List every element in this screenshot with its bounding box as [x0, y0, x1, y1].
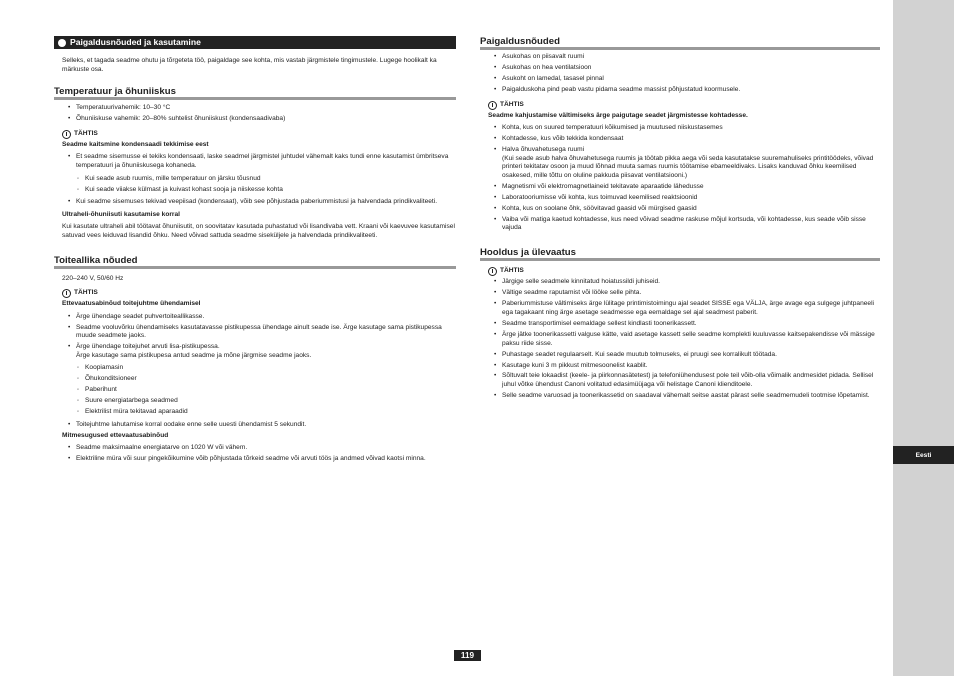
misc-title: Mitmesugused ettevaatusabinõud	[62, 431, 169, 439]
power-heading: Toiteallika nõuded	[54, 255, 456, 269]
list-item: • Asukoht on lamedal, tasasel pinnal	[480, 75, 880, 84]
list-item: ◦ Koopiamasin	[54, 364, 456, 373]
page-number: 119	[454, 650, 481, 661]
important-icon	[488, 101, 497, 110]
list-item: • Kohta, kus on suured temperatuuri kõikumised ja muutused niiskustasemes	[480, 124, 880, 133]
left-column	[54, 36, 456, 464]
avoid-list	[480, 124, 880, 233]
list-item: ◦ Paberihunt	[54, 386, 456, 395]
list-item: • Magnetismi või elektromagnetlaineid tekitavate aparaatide lähedusse	[480, 183, 880, 192]
misc-list	[54, 444, 456, 464]
maintenance-list	[480, 278, 880, 400]
main-section-header	[54, 36, 456, 49]
avoid-title: Seadme kahjustamise vältimiseks ärge paigutage seadet järgmistesse kohtadesse.	[488, 111, 748, 119]
list-item: ◦ Õhukonditsioneer	[54, 375, 456, 384]
list-item: ◦ Kui seade asub ruumis, mille temperatuur on järsku tõusnud	[54, 175, 456, 184]
list-item: ◦ Suure energiatarbega seadmed	[54, 397, 456, 406]
main-section-title: Paigaldusnõuded ja kasutamine	[70, 37, 201, 47]
list-item: • Kohta, kus on soolane õhk, söövitavad gaasid või mürgised gaasid	[480, 205, 880, 214]
list-item: • Seadme transportimisel eemaldage sellest kindlasti toonerikassett.	[480, 320, 880, 329]
list-item: • Paberiummistuse vältimiseks ärge lülitage printimistoimingu ajal seadet SISSE ega VÄLJA, ärge avage ega sulgege juhtpaneeli ega tagakaant ning ärge asetage seadmesse ega eemaldage sel ajal seadmest paberit.	[480, 300, 880, 317]
important-note	[488, 267, 880, 276]
list-item: • Et seadme sisemusse ei tekiks kondensaati, laske seadmel järgmistel juhtudel vähemalt kaks tundi enne kasutamist ümbritseva temperatuuri ja õhuniiskusega kohaneda.	[54, 153, 456, 170]
condensation-title: Seadme kaitsmine kondensaadi tekkimise eest	[62, 140, 209, 148]
important-label: TÄHTIS	[500, 267, 524, 275]
voltage-text: 220–240 V, 50/60 Hz	[62, 274, 124, 282]
temperature-list	[54, 104, 456, 124]
temperature-heading: Temperatuur ja õhuniiskus	[54, 86, 456, 100]
condensation-list-2	[54, 198, 456, 207]
list-item: • Toitejuhtme lahutamise korral oodake enne selle uuesti ühendamist 5 sekundit.	[54, 421, 456, 430]
install-heading: Paigaldusnõuded	[480, 36, 880, 50]
side-tab-bar	[893, 0, 954, 676]
list-item: • Kohtadesse, kus võib tekkida kondensaat	[480, 135, 880, 144]
important-note	[488, 101, 880, 110]
list-item: • Järgige selle seadmele kinnitatud hoiatussildi juhiseid.	[480, 278, 880, 287]
important-note	[62, 289, 456, 298]
important-icon	[62, 289, 71, 298]
list-item: • Paigalduskoha pind peab vastu pidama seadme massist põhjustatud koormusele.	[480, 86, 880, 95]
condensation-sub-list	[54, 175, 456, 195]
list-item: • Puhastage seadet regulaarselt. Kui seade muutub tolmuseks, ei pruugi see korralikult töötada.	[480, 351, 880, 360]
list-item: • Asukohas on piisavalt ruumi	[480, 53, 880, 62]
list-item: • Asukohas on hea ventilatsioon	[480, 64, 880, 73]
list-item: • Kasutage kuni 3 m pikkust mitmesoonelist kaablit.	[480, 362, 880, 371]
language-tab[interactable]: Eesti	[893, 446, 954, 464]
maintenance-heading: Hooldus ja ülevaatus	[480, 247, 880, 261]
important-icon	[488, 267, 497, 276]
list-item: • Õhuniiskuse vahemik: 20–80% suhtelist õhuniiskust (kondensaadivaba)	[54, 115, 456, 124]
humidifier-text: Kui kasutate ultraheli abil töötavat õhuniisutit, on soovitatav kasutada puhastatud või lisandivaba vett. Kraani või kaevuvee kasutamisel satuvad vees leiduvad lisandid õhku. Need võivad sattuda seadme siseküljele ja halvendada prindikvaliteeti.	[62, 223, 455, 239]
list-item: • Elektriline müra või suur pingekõikumine võib põhjustada tõrkeid seadme või arvuti töös ja andmed võivad kaotsi minna.	[54, 455, 456, 464]
important-note	[62, 130, 456, 139]
power-cord-list	[54, 313, 456, 361]
list-item: • Vältige seadme raputamist või lööke selle pihta.	[480, 289, 880, 298]
list-item: • Kui seadme sisemuses tekivad veepiisad (kondensaat), võib see põhjustada paberiummistusi ja halvendada prindikvaliteeti.	[54, 198, 456, 207]
right-column	[480, 36, 880, 401]
list-item: • Ärge jätke toonerikassetti valguse kätte, vaid asetage kassett selle seadme komplekti kuuluvasse kaitsepakendisse või mässige paksu riide sisse.	[480, 331, 880, 348]
list-item: • Sõltuvalt teie lokaadist (keele- ja piirkonnasätetest) ja telefoniühendusest pole teil võib-olla võimalik andmesidet pidada. Sellisel juhul võtke ühendust Canoni volitatud edasimüüjaga või helistage Canoni klienditoele.	[480, 372, 880, 389]
power-cord-list-2	[54, 421, 456, 430]
list-item: • Ärge ühendage toitejuhet arvuti lisa-pistikupessa. Ärge kasutage sama pistikupesa antud seadme ja mõne järgmise seadme jaoks.	[54, 343, 456, 360]
list-item: • Temperatuurivahemik: 10–30 °C	[54, 104, 456, 113]
list-item: ◦ Elektrilist müra tekitavad aparaadid	[54, 408, 456, 417]
list-item: • Seadme vooluvõrku ühendamiseks kasutatavasse pistikupessa ühendage ainult seade ise. Ärge kasutage sama pistikupessa muude seadmete jaoks.	[54, 324, 456, 341]
list-item: • Vaiba või matiga kaetud kohtadesse, kus need võivad seadme raskuse mõjul kortsuda, või kohtadesse, kus seade võib sisse vajuda	[480, 216, 880, 233]
important-label: TÄHTIS	[74, 129, 98, 137]
device-sub-list	[54, 364, 456, 417]
important-icon	[62, 130, 71, 139]
gear-icon	[58, 39, 66, 47]
important-label: TÄHTIS	[500, 100, 524, 108]
important-label: TÄHTIS	[74, 289, 98, 297]
intro-text: Selleks, et tagada seadme ohutu ja tõrgeteta töö, paigaldage see kohta, mis vastab järgmistele tingimustele. Lugege hoolikalt ka märkuste osa.	[62, 57, 437, 73]
condensation-list	[54, 153, 456, 170]
list-item: • Selle seadme varuosad ja toonerikassetid on saadaval vähemalt seitse aastat pärast selle seadmemudeli tootmise lõpetamist.	[480, 392, 880, 401]
list-item: • Ärge ühendage seadet puhvertoiteallikasse.	[54, 313, 456, 322]
list-item: • Laboratooriumisse või kohta, kus toimuvad keemilised reaktsioonid	[480, 194, 880, 203]
list-item: • Halva õhuvahetusega ruumi (Kui seade asub halva õhuvahetusega ruumis ja töötab pikka aega või seda kasutatakse suuremahuliseks printitöödeks, võivad printeri tekitatav osoon ja muud lõhnad muuta samas ruumis töötamise ebameeldivaks. Lisaks kanduvad õhku keemilised osakesed, mille tõttu on oluline pakkuda piisavat ventilatsiooni.)	[480, 146, 880, 180]
list-item: • Seadme maksimaalne energiatarve on 1020 W või vähem.	[54, 444, 456, 453]
humidifier-title: Ultraheli-õhuniisuti kasutamise korral	[62, 210, 180, 218]
list-item: ◦ Kui seade viiakse külmast ja kuivast kohast sooja ja niiskesse kohta	[54, 186, 456, 195]
install-list	[480, 53, 880, 95]
power-cord-title: Ettevaatusabinõud toitejuhtme ühendamisel	[62, 300, 201, 308]
